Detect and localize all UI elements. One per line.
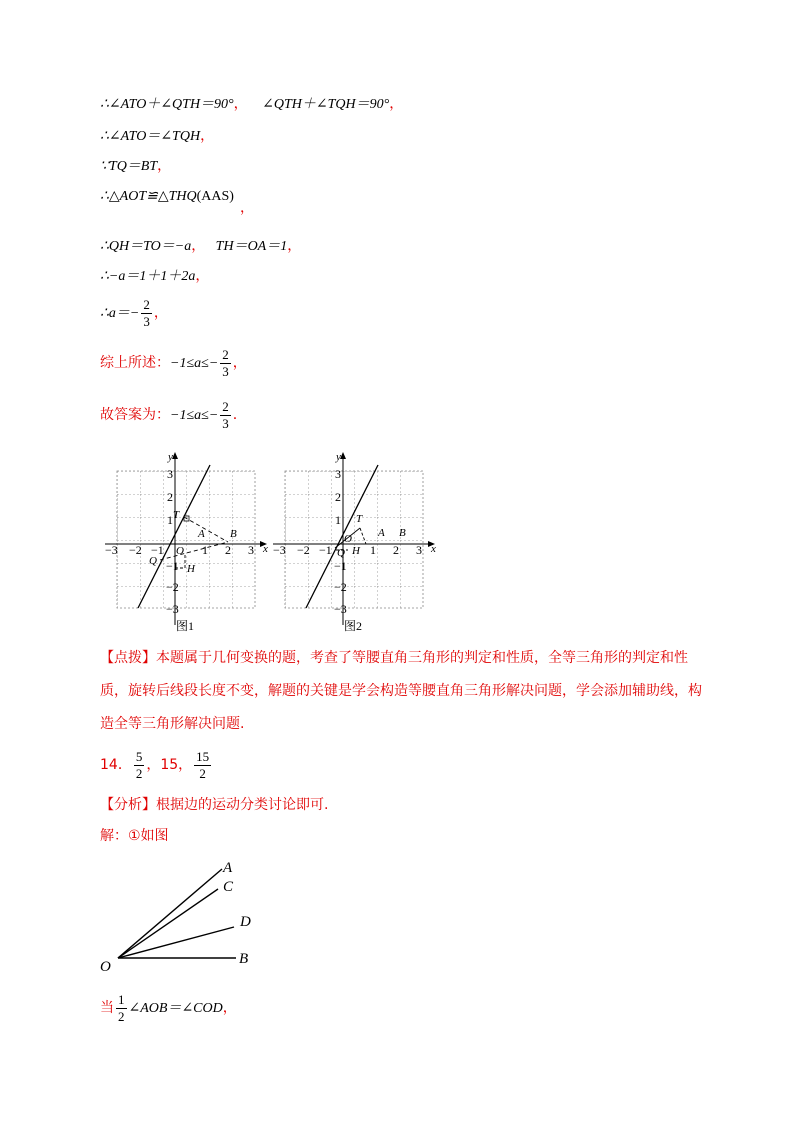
q14-fraction-2: $\frac{15}{2}$ xyxy=(196,748,210,781)
proof-line-3: ∵TQ＝BT， xyxy=(100,158,172,174)
proof-expr-4: ∴△AOT≌△THQ xyxy=(100,189,197,204)
proof-expr-6: ∴−a＝1＋1＋2a xyxy=(100,269,196,284)
fig2-ytick-1: 1 xyxy=(335,513,341,527)
fig1-label-o: O xyxy=(176,545,184,557)
fig2-label-q: Q xyxy=(337,547,345,559)
when-comma: ， xyxy=(222,1000,237,1016)
fig2-ytick-neg3: −3 xyxy=(334,602,347,616)
fig1-tick-2: 2 xyxy=(225,543,231,557)
fig2-ytick-2: 2 xyxy=(335,490,341,504)
fig1-tick-neg1: −1 xyxy=(151,543,164,557)
q14-fraction-1: $\frac{5}{2}$ xyxy=(135,748,143,781)
angle-figure xyxy=(96,855,266,977)
proof-expr-1: ∴∠ATO＋∠QTH＝90° xyxy=(100,97,234,112)
fig1-ytick-3: 3 xyxy=(167,467,173,481)
summary-label: 综上所述： xyxy=(100,355,170,371)
proof-expr-3: ∵TQ＝BT xyxy=(100,159,158,174)
fig2-axis-x: x xyxy=(431,543,436,555)
fig1-label-b: B xyxy=(230,528,237,540)
summary-expr: −1≤a≤− xyxy=(170,356,219,371)
fig1-tick-neg3: −3 xyxy=(105,543,118,557)
fig1-tick-3: 3 xyxy=(248,543,254,557)
fig1-caption: 图1 xyxy=(176,619,195,633)
fig1-label-t: T xyxy=(173,509,180,521)
angle-label-o: O xyxy=(100,959,111,975)
angle-label-b: B xyxy=(239,951,249,967)
when-expr: ∠AOB＝∠COD xyxy=(128,1001,223,1016)
proof-expr-5: ∴QH＝TO＝−a xyxy=(100,239,192,254)
summary-line: 综上所述：−1≤a≤− $\frac{2}{3}$ ， xyxy=(100,346,247,379)
fig2-tick-2: 2 xyxy=(393,543,399,557)
fig1-ytick-neg2: −2 xyxy=(166,580,179,594)
fig2-label-a: A xyxy=(378,527,385,539)
proof-expr-7: ∴a＝− xyxy=(100,306,140,321)
analysis-line xyxy=(100,795,328,815)
fig2-caption: 图2 xyxy=(344,619,363,633)
answer-label: 故答案为： xyxy=(100,407,170,423)
q14-prefix: 14． xyxy=(100,757,132,773)
analysis-label: 【分析】 xyxy=(100,797,156,813)
fig2-label-b: B xyxy=(399,527,406,539)
fig1-label-h: H xyxy=(187,563,195,575)
fig1-ytick-2: 2 xyxy=(167,490,173,504)
fig1-ytick-1: 1 xyxy=(167,513,173,527)
fig2-label-t: T xyxy=(356,513,363,525)
analysis-text: 根据边的运动分类讨论即可. xyxy=(156,797,329,813)
summary-fraction: $\frac{2}{3}$ xyxy=(222,346,229,379)
proof-expr-2: ∴∠ATO＝∠TQH xyxy=(100,129,201,144)
proof-line-5: ∴QH＝TO＝−a， TH＝OA＝1， xyxy=(100,238,302,254)
fig2-tick-neg2: −2 xyxy=(297,543,310,557)
fig2-label-h: H xyxy=(352,545,360,557)
answer-line: 故答案为：−1≤a≤− $\frac{2}{3}$ . xyxy=(100,398,238,431)
fig2-axis-y: y xyxy=(336,451,341,463)
fig1-tick-1: 1 xyxy=(202,543,208,557)
angle-label-a: A xyxy=(223,860,233,876)
figure-2 xyxy=(273,451,436,633)
fig2-label-o: O xyxy=(344,533,352,545)
angle-label-c: C xyxy=(223,879,234,895)
when-prefix: 当 xyxy=(100,1000,114,1016)
fig2-tick-3: 3 xyxy=(416,543,422,557)
answer-fraction: $\frac{2}{3}$ xyxy=(222,398,229,431)
when-line xyxy=(100,990,237,1027)
fig1-label-q: Q xyxy=(149,555,157,567)
fig2-ytick-3: 3 xyxy=(335,467,341,481)
proof-expr-4b: (AAS) xyxy=(196,189,234,204)
fig1-label-a: A xyxy=(198,528,205,540)
proof-expr-1b: ∠QTH＋∠TQH＝90° xyxy=(262,97,390,112)
proof-line-4 xyxy=(100,186,234,207)
proof-line-7: ∴a＝− $\frac{2}{3}$ ， xyxy=(100,296,168,329)
fig1-ytick-neg3: −3 xyxy=(166,602,179,616)
note-text: 本题属于几何变换的题，考查了等腰直角三角形的判定和性质，全等三角形的判定和性质，旋转后线段长度不变，解题的关键是学会构造等腰直角三角形解决问题，学会添加辅助线，构造全等三角形解决问题. xyxy=(100,650,702,732)
fig2-ytick-neg2: −2 xyxy=(334,580,347,594)
note-label: 【点拨】 xyxy=(100,650,156,666)
proof-line-1: ∴∠ATO＋∠QTH＝90°， ∠QTH＋∠TQH＝90°， xyxy=(100,96,404,112)
q14-line xyxy=(100,748,213,782)
fig1-axis-y: y xyxy=(168,451,173,463)
solution-line xyxy=(100,826,169,846)
coordinate-figures xyxy=(100,450,445,635)
q14-mid: ，15， xyxy=(146,757,193,773)
fig1-tick-neg2: −2 xyxy=(129,543,142,557)
fraction-two-thirds: $\frac{2}{3}$ xyxy=(143,296,150,329)
proof-line-2: ∴∠ATO＝∠TQH， xyxy=(100,128,215,144)
fig1-ytick-neg1: −1 xyxy=(166,559,179,573)
answer-expr: −1≤a≤− xyxy=(170,408,219,423)
angle-label-d: D xyxy=(240,914,251,930)
fig2-tick-neg3: −3 xyxy=(273,543,286,557)
fig1-axis-x: x xyxy=(263,543,268,555)
fig2-tick-neg1: −1 xyxy=(319,543,332,557)
solution-text: 解：①如图 xyxy=(100,828,169,844)
note-paragraph xyxy=(100,642,710,741)
fig2-tick-1: 1 xyxy=(370,543,376,557)
figure-1 xyxy=(105,451,268,633)
when-fraction: $\frac{1}{2}$ xyxy=(118,991,125,1024)
proof-expr-5b: TH＝OA＝1 xyxy=(215,239,288,254)
fig2-ytick-neg1: −1 xyxy=(334,559,347,573)
proof-line-6: ∴−a＝1＋1＋2a， xyxy=(100,268,210,284)
